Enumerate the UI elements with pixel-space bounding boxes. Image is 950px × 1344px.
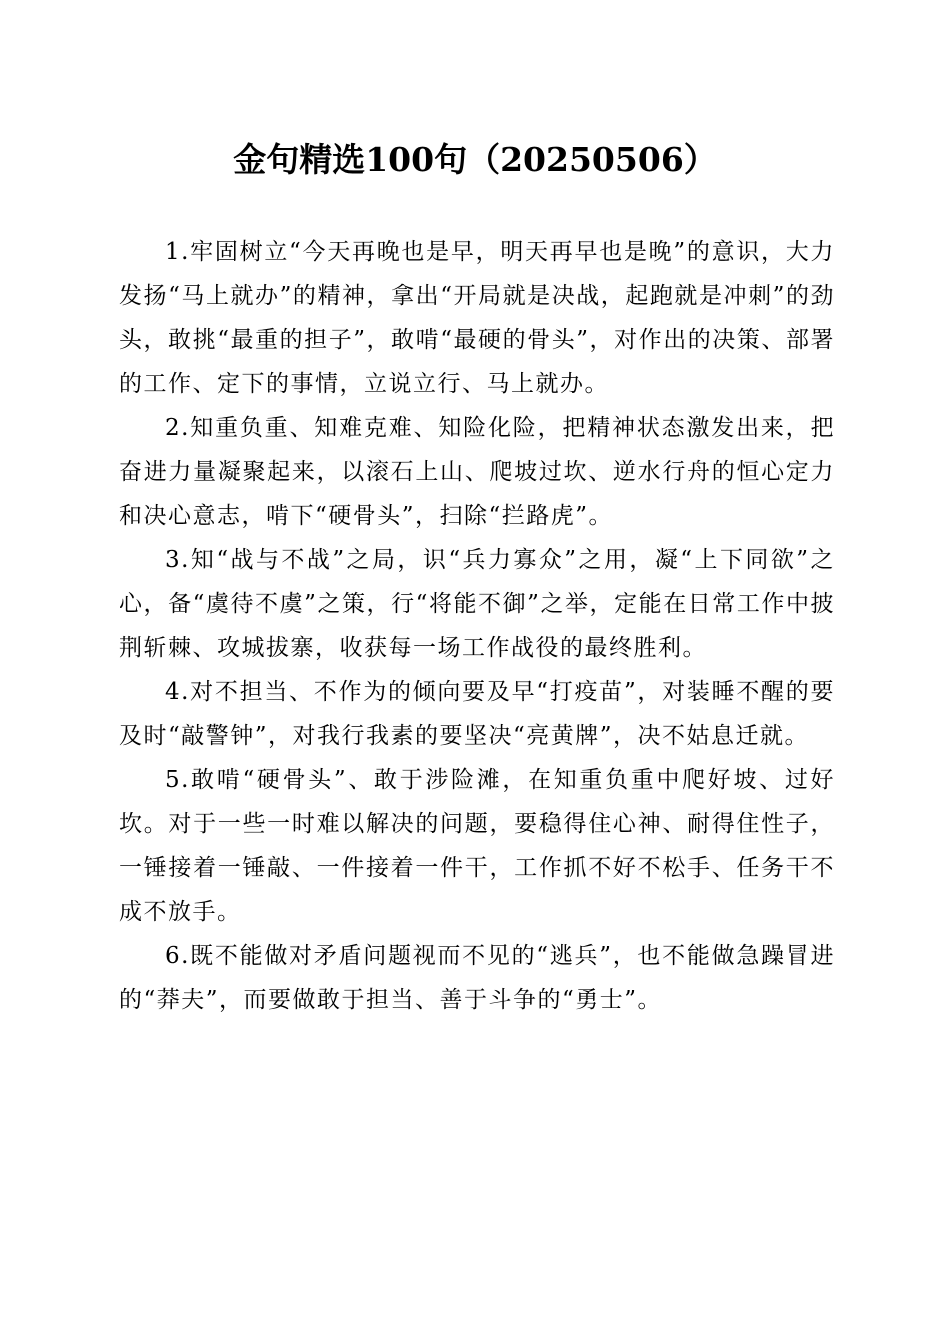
paragraph-5: 5.敢啃“硬骨头”、敢于涉险滩，在知重负重中爬好坡、过好坎。对于一些一时难以解决的问题，要稳得住心神、耐得住性子，一锤接着一锤敲、一件接着一件干，工作抓不好不松手、任务干不成不放手。: [119, 767, 835, 925]
paragraph-2: 2.知重负重、知难克难、知险化险，把精神状态激发出来，把奋进力量凝聚起来，以滚石上山、爬坡过坎、逆水行舟的恒心定力和决心意志，啃下“硬骨头”，扫除“拦路虎”。: [119, 415, 835, 529]
paragraph-4: 4.对不担当、不作为的倾向要及早“打疫苗”，对装睡不醒的要及时“敲警钟”，对我行我素的要坚决“亮黄牌”，决不姑息迁就。: [119, 679, 835, 749]
paragraph-6: 6.既不能做对矛盾问题视而不见的“逃兵”，也不能做急躁冒进的“莽夫”，而要做敢于担当、善于斗争的“勇士”。: [119, 943, 835, 1013]
document-body: [119, 230, 835, 1022]
paragraph-1: 1.牢固树立“今天再晚也是早，明天再早也是晚”的意识，大力发扬“马上就办”的精神，拿出“开局就是决战，起跑就是冲刺”的劲头，敢挑“最重的担子”，敢啃“最硬的骨头”，对作出的决策、部署的工作、定下的事情，立说立行、马上就办。: [119, 239, 835, 397]
paragraph-3: 3.知“战与不战”之局，识“兵力寡众”之用，凝“上下同欲”之心，备“虞待不虞”之策，行“将能不御”之举，定能在日常工作中披荆斩棘、攻城拔寨，收获每一场工作战役的最终胜利。: [119, 547, 835, 661]
page-title: 金句精选100句（20250506）: [233, 140, 717, 179]
